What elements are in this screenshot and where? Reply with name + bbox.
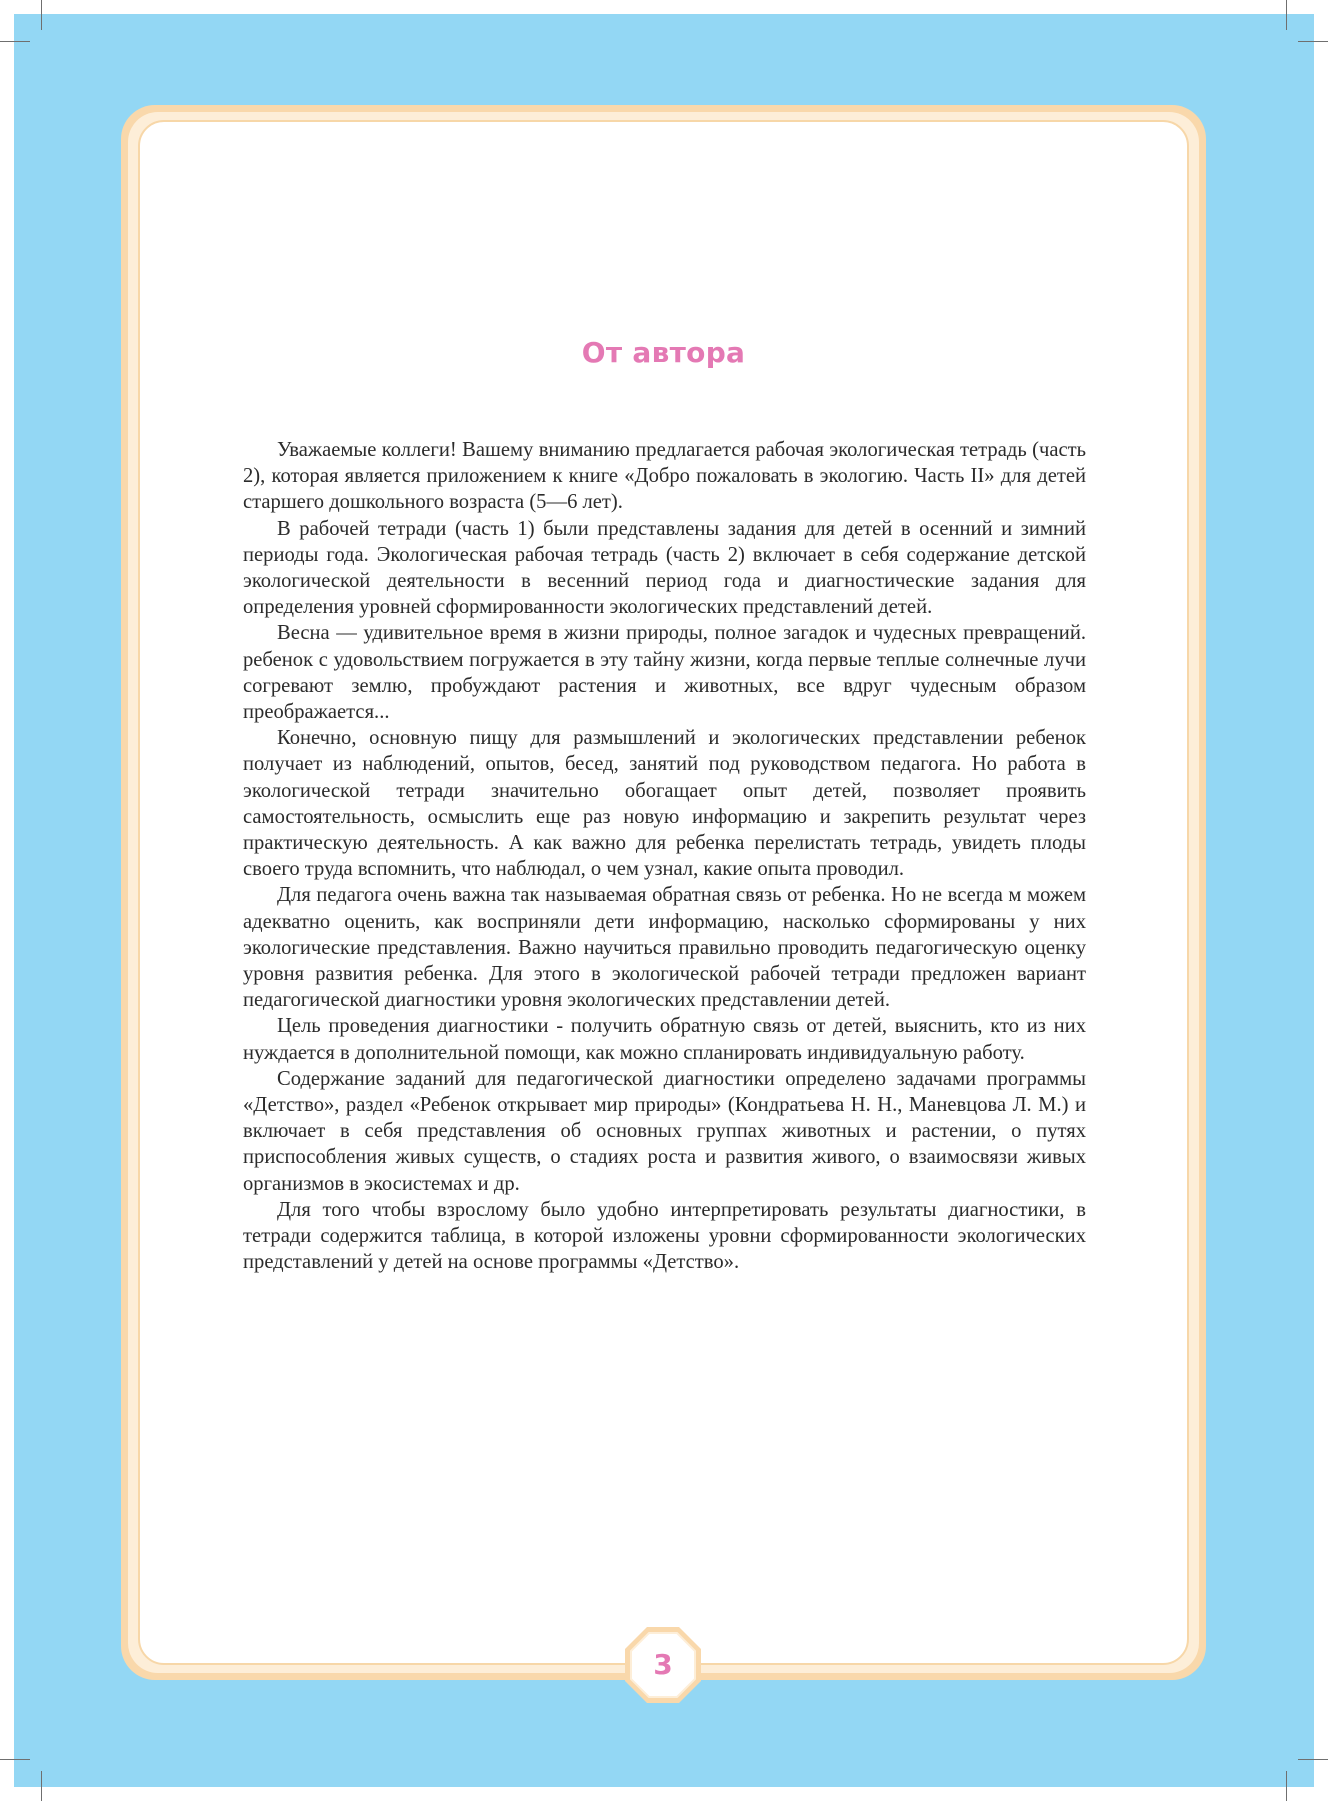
paragraph: Конечно, основную пищу для размышлений и экологических представлении ребенок получает из наблюдений, опытов, бесед, занятий под руководством педагога. Но работа в экологической тетради значительно обогащает опыт детей, позволяет проявить самостоятельность, осмыслить еще раз новую информацию и закрепить результат через практическую деятельность. А как важно для ребенка перелистать тетрадь, увидеть плоды своего труда вспомнить, что наблюдал, о чем узнал, какие опыта проводил. [243, 727, 1086, 881]
paragraph: Для педагога очень важна так называемая обратная связь от ребенка. Но не всегда м можем адекватно оценить, как восприняли дети информацию, насколько сформированы у них экологические представления. Важно научиться правильно проводить педагогическую оценку уровня развития ребенка. Для этого в экологической рабочей тетради предложен вариант педагогической диагностики уровня экологических представлении детей. [243, 884, 1086, 1012]
crop-mark-bottom-left [41, 1771, 42, 1801]
page-title: От автора [581, 336, 746, 369]
body-text [243, 437, 1086, 1276]
paragraph: В рабочей тетради (часть 1) были представлены задания для детей в осенний и зимний периоды года. Экологическая рабочая тетрадь (часть 2) включает в себя содержание детской экологической деятельности в весенний период года и диагностические задания для определения уровней сформированности экологических представлений детей. [243, 517, 1086, 619]
paragraph: Для того чтобы взрослому было удобно интерпретировать результаты диагностики, в тетради содержится таблица, в которой изложены уровни сформированности экологических представлений у детей на основе программы «Детство». [243, 1198, 1086, 1274]
crop-mark-left-bottom [0, 1759, 30, 1760]
page-number: 3 [653, 1648, 673, 1681]
crop-mark-top-left [41, 0, 42, 30]
crop-mark-top-right [1286, 0, 1287, 30]
crop-mark-right-bottom [1298, 1759, 1328, 1760]
crop-mark-left-top [0, 41, 30, 42]
page-number-badge [623, 1625, 703, 1705]
paragraph: Весна — удивительное время в жизни природы, полное загадок и чудесных превращений. ребенок с удовольствием погружается в эту тайну жизни, когда первые теплые солнечные лучи согревают землю, пробуждают растения и животных, все вдруг чудесным образом преображается... [243, 622, 1086, 724]
paragraph: Цель проведения диагностики - получить обратную связь от детей, выяснить, кто из них нуждается в дополнительной помощи, как можно спланировать индивидуальную работу. [243, 1015, 1086, 1064]
paragraph: Содержание заданий для педагогической диагностики определено задачами программы «Детство», раздел «Ребенок открывает мир природы» (Кондратьева Н. Н., Маневцова Л. М.) и включает в себя представления об основных группах животных и растении, о путях приспособления живых существ, о стадиях роста и развития живого, о взаимосвязи живых организмов в экосистемах и др. [243, 1067, 1086, 1195]
paragraph: Уважаемые коллеги! Вашему вниманию предлагается рабочая экологическая тетрадь (часть 2), которая является приложением к книге «Добро пожаловать в экологию. Часть II» для детей старшего дошкольного возраста (5—6 лет). [243, 439, 1086, 514]
crop-mark-right-top [1298, 41, 1328, 42]
crop-mark-bottom-right [1286, 1771, 1287, 1801]
